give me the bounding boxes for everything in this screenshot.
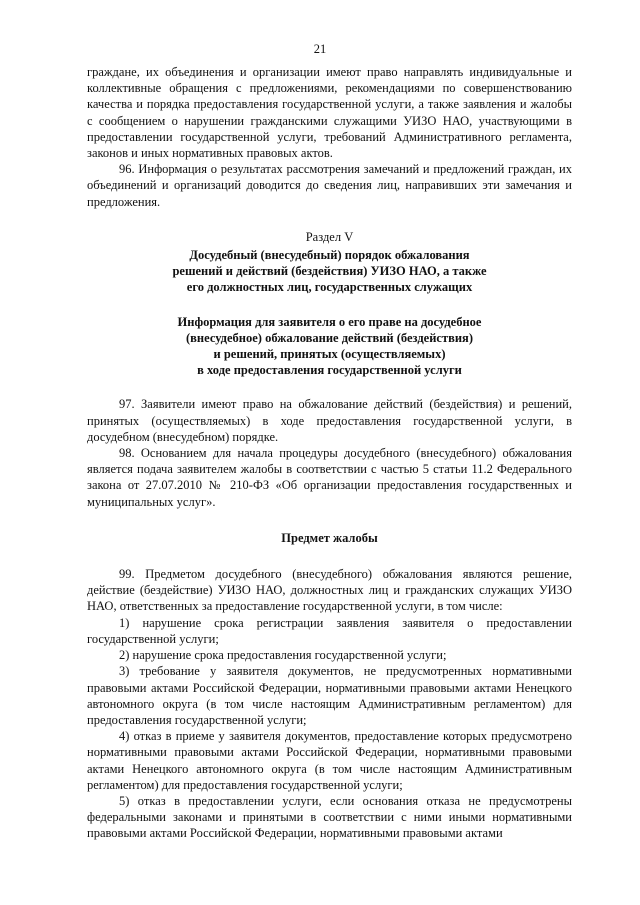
page-number: 21 [313, 42, 327, 56]
document-body [87, 64, 572, 842]
info-heading-line: Информация для заявителя о его праве на досудебное [177, 314, 482, 329]
list-item-3: 3) требование у заявителя документов, не предусмотренных нормативными правовыми актами Российской Федерации, нормативными правовыми актами Ненецкого автономного округа (в том числе настоящим Административным регламентом) для предоставления государственной услуги; [87, 664, 572, 727]
section-title [87, 247, 572, 296]
subject-heading: Предмет жалобы [281, 530, 378, 545]
list-item-4: 4) отказ в приеме у заявителя документов, предоставление которых предусмотрено нормативными правовыми актами Российской Федерации, нормативными правовыми актами Ненецкого автономного округа (в том числе настоящим Административным регламентом) для предоставления государственной услуги; [87, 729, 572, 792]
info-heading [87, 314, 572, 379]
list-item-5: 5) отказ в предоставлении услуги, если основания отказа не предусмотрены федеральными законами и принятыми в соответствии с ними иными нормативными правовыми актами Российской Федерации, нормативными правовыми актами [87, 793, 572, 841]
section-title-line: решений и действий (бездействия) УИЗО НАО, а также [172, 264, 487, 279]
info-heading-line: в ходе предоставления государственной услуги [197, 363, 462, 378]
paragraph-97: 97. Заявители имеют право на обжалование действий (бездействия) и решений, принятых (осуществляемых) в ходе предоставления государственной услуги, в досудебном (внесудебном) порядке. [87, 397, 572, 444]
paragraph-99: 99. Предметом досудебного (внесудебного) обжалования являются решение, действие (бездействие) УИЗО НАО, должностных лиц и гражданских служащих УИЗО НАО, ответственных за предоставление государственной услуги, в том числе: [87, 567, 572, 614]
info-heading-line: и решений, принятых (осуществляемых) [213, 347, 446, 362]
section-title-line: Досудебный (внесудебный) порядок обжалования [189, 248, 470, 263]
info-heading-line: (внесудебное) обжалование действий (бездействия) [186, 330, 473, 345]
list-item-1: 1) нарушение срока регистрации заявления заявителя о предоставлении государственной услуги; [87, 615, 572, 646]
paragraph-98: 98. Основанием для начала процедуры досудебного (внесудебного) обжалования является подача заявителем жалобы в соответствии с частью 5 статьи 11.2 Федерального закона от 27.07.2010 № 210-ФЗ «Об организации предоставления государственных и муниципальных услуг». [87, 446, 572, 509]
paragraph-95-continuation: граждане, их объединения и организации имеют право направлять индивидуальные и коллективные обращения с предложениями, рекомендациями по совершенствованию качества и порядка предоставления государственной услуги, а также заявления и жалобы с сообщением о нарушении гражданскими служащими УИЗО НАО, участвующими в предоставлении государственной услуги, требований Административного регламента, законов и иных нормативных правовых актов. [87, 65, 572, 161]
paragraph-96: 96. Информация о результатах рассмотрения замечаний и предложений граждан, их объединений и организаций доводится до сведения лиц, направивших эти замечания и предложения. [87, 162, 572, 209]
section-label: Раздел V [305, 229, 354, 244]
section-title-line: его должностных лиц, государственных служащих [186, 280, 473, 295]
list-item-2: 2) нарушение срока предоставления государственной услуги; [119, 648, 447, 663]
